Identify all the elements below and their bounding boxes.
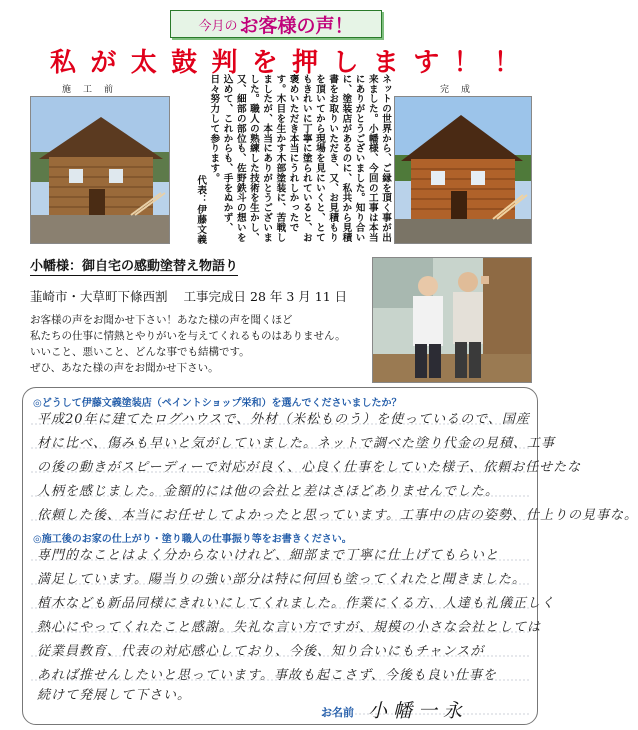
headline-char: し (332, 47, 359, 78)
answer-line: 続けて発展して下さい。 (37, 688, 192, 703)
answer-line: 平成20年に建てたログハウスで、外材（米松ものう）を使っているので、国産 (37, 412, 530, 427)
completion-date: 工事完成日 28 年 3 月 11 日 (183, 289, 348, 304)
customer-name: 小幡一永 (368, 700, 469, 722)
after-photo (394, 96, 532, 244)
headline-char: 押 (292, 47, 319, 78)
intro-message (30, 312, 365, 376)
answer-line: の後の動きがスピーディーで対応が良く、心良く仕事をしていた様子、依頼お任せたな (37, 460, 582, 475)
headline-char: ！ (493, 47, 520, 78)
owner-comment (170, 74, 392, 244)
page-title-box (170, 10, 382, 38)
headline-char: 判 (211, 47, 238, 78)
answer-line: 専門的なことはよく分からないけれど、細部まで丁寧に仕上げてもらいと (37, 548, 500, 563)
answer-line: 人柄を感じました。金額的には他の会社と差はさほどありませんでした。 (37, 484, 500, 499)
answer-line: 材に比べ、傷みも早いと気がしていました。ネットで調べた塗り代金の見積、工事 (37, 436, 556, 451)
customer-voice-form (22, 387, 638, 725)
owner-comment-body: ネットの世界から、ご縁を頂く事が出来ました。小幡様、今回の工事は本当にありがとうございました。知り合いに、塗装店があるのに、私共から見積書をお取りいただき、又、お見積もりを頂いてから現場を見にいくと、とてもきれいに丁寧に塗られていると、お褒めいただき本当にうれしかったです。木目を生かす木部塗装に、苦戦しましたが、本当にありがとうございました。職人の熟練した技術を生かし、又、細部の部位も、佐野鉄斗の想いを込めて、これからも、手をぬかず、日々努力して参ります。 (208, 74, 391, 243)
answer-line: あれば推せんしたいと思っています。事故も起こさず、今後も良い仕事を (37, 668, 497, 683)
headline-char: ！ (453, 47, 480, 78)
customer-photo (372, 257, 532, 383)
before-label: 施工前 (62, 85, 126, 95)
intro-line: ぜひ、あなた様の声をお聞かせ下さい。 (30, 362, 219, 374)
answer-line: 熱心にやってくれたこと感謝。失礼な言い方ですが、規模の小さな会社としては (37, 620, 542, 635)
question-finish-quality: ◎施工後のお家の仕上がり・塗り職人の仕事振り等をお書きください。 (33, 534, 352, 545)
headline-char: 太 (130, 47, 157, 78)
headline-char: 私 (50, 47, 77, 78)
title-prefix: 今月の (198, 18, 238, 34)
headline-char: 鼓 (171, 47, 198, 78)
question-why-chosen: ◎どうして伊藤文義塗装店（ペイントショップ栄和）を選んでくださいましたか？ (33, 398, 402, 409)
headline-char: す (413, 47, 440, 78)
customer-name-label: お名前 (321, 706, 354, 719)
location-text: 韮崎市・大草町下條西割 (30, 289, 168, 304)
answer-line: 従業員教育、代表の対応感心しており、今後、知り合いにもチャンスが (37, 644, 485, 659)
intro-line: お客様の声をお聞かせ下さい！あなた様の声を聞くほど (30, 314, 293, 326)
headline-char: ま (372, 47, 399, 78)
owner-signature: 代表：伊藤文義 (195, 174, 207, 244)
answer-line: 満足しています。陽当りの強い部分は特に何回も塗ってくれたと聞きました。 (37, 572, 526, 587)
headline-char: が (90, 47, 117, 78)
answer-line: 依頼した後、本当にお任せしてよかったと思っています。工事中の店の姿勢、仕上りの見事な。 (37, 508, 638, 523)
story-title: 小幡様：御自宅の感動塗替え物語り (30, 255, 238, 276)
page-title: お客様の声！ (239, 14, 354, 37)
after-label: 完成 (440, 85, 483, 95)
answer-line: 植木なども新品同様にきれいにしてくれました。作業にくる方、人達も礼儀正しく (37, 596, 556, 611)
headline (50, 46, 520, 78)
project-location (30, 287, 347, 305)
intro-line: 私たちの仕事に情熱とやりがいを与えてくれるものはありません。 (30, 330, 346, 342)
headline-char: を (251, 47, 278, 78)
intro-line: いいこと、悪いこと、どんな事でも結構です。 (30, 346, 250, 358)
before-photo (30, 96, 170, 244)
